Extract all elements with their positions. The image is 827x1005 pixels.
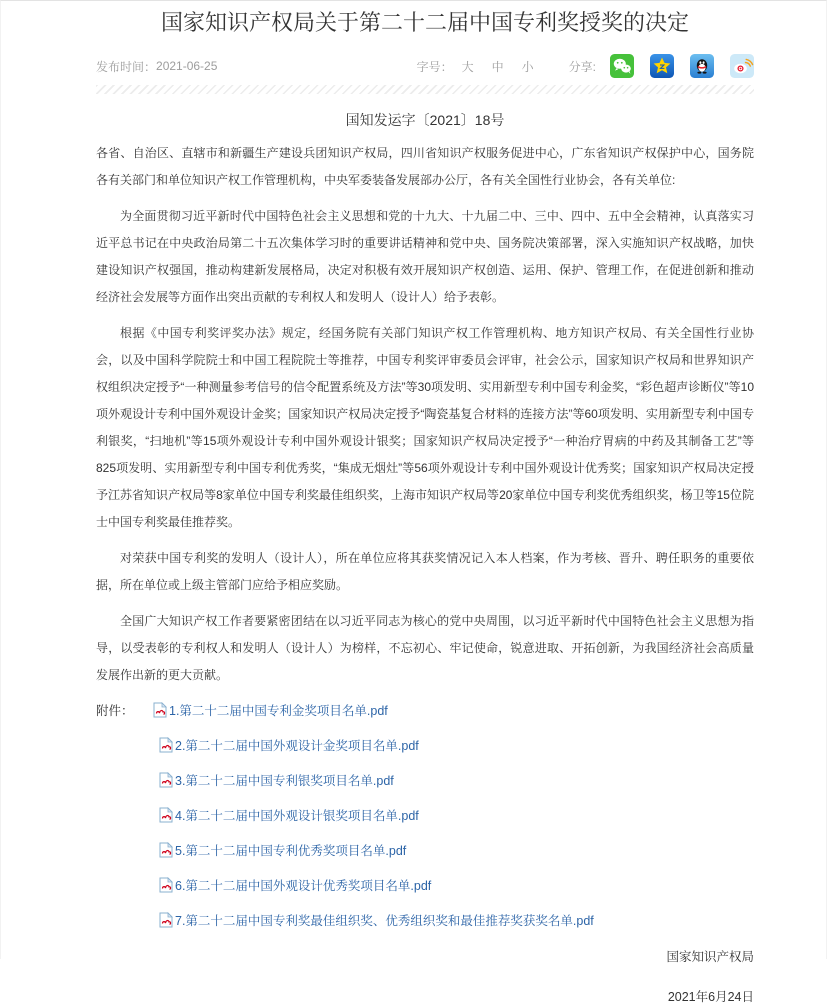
pdf-file-icon [159, 772, 173, 788]
paragraph: 根据《中国专利奖评奖办法》规定，经国务院有关部门知识产权工作管理机构、地方知识产权局、有关全国性行业协会，以及中国科学院院士和中国工程院院士等推荐，中国专利奖评审委员会评审，社会公示，国家知识产权局和世界知识产权组织决定授予“一种测量参考信号的信令配置系统及方法”等30项发明、实用新型专利中国专利金奖，“彩色超声诊断仪”等10项外观设计专利中国外观设计金奖；国家知识产权局决定授予“陶瓷基复合材料的连接方法”等60项发明、实用新型专利中国专利银奖，“扫地机”等15项外观设计专利中国外观设计银奖；国家知识产权局决定授予“一种治疗胃病的中药及其制备工艺”等825项发明、实用新型专利中国专利优秀奖，“集成无烟灶”等56项外观设计专利中国外观设计优秀奖；国家知识产权局决定授予江苏省知识产权局等8家单位中国专利奖最佳组织奖，上海市知识产权局等20家单位中国专利奖优秀组织奖，杨卫等15位院士中国专利奖最佳推荐奖。 [96, 326, 754, 529]
attachments-label: 附件： [96, 704, 134, 718]
meta-actions [417, 54, 754, 78]
striped-divider [96, 85, 754, 94]
paragraph: 为全面贯彻习近平新时代中国特色社会主义思想和党的十九大、十九届二中、三中、四中、五中全会精神，认真落实习近平总书记在中央政治局第二十五次集体学习时的重要讲话精神和党中央、国务院决策部署，深入实施知识产权战略，加快建设知识产权强国，推动构建新发展格局，决定对积极有效开展知识产权创造、运用、保护、管理工作，在促进创新和推动经济社会发展等方面作出突出贡献的专利权人和发明人（设计人）给予表彰。 [96, 209, 754, 304]
page-title: 国家知识产权局关于第二十二届中国专利奖授奖的决定 [160, 10, 689, 35]
paragraph: 对荣获中国专利奖的发明人（设计人），所在单位应将其获奖情况记入本人档案，作为考核、晋升、聘任职务的重要依据，所在单位或上级主管部门应给予相应奖励。 [96, 551, 754, 592]
publish-time-value: 2021-06-25 [156, 59, 218, 73]
pdf-file-icon [159, 807, 173, 823]
font-size-large-button[interactable]: 大 [461, 59, 474, 74]
attachment-row [96, 701, 754, 719]
pdf-file-icon [159, 912, 173, 928]
signature-block [96, 949, 754, 1005]
font-size-label: 字号： [416, 59, 453, 74]
attachment-link[interactable]: 5.第二十二届中国专利优秀奖项目名单.pdf [175, 844, 407, 858]
wechat-share-icon[interactable] [610, 54, 634, 78]
signature-date: 2021年6月24日 [667, 990, 754, 1004]
attachment-link[interactable]: 7.第二十二届中国专利奖最佳组织奖、优秀组织奖和最佳推荐奖获奖名单.pdf [175, 914, 594, 928]
meta-bar [96, 53, 754, 79]
attachment-link[interactable]: 1.第二十二届中国专利金奖项目名单.pdf [169, 704, 388, 718]
pdf-file-icon [153, 702, 167, 718]
font-size-small-button[interactable]: 小 [521, 59, 534, 74]
qq-share-icon[interactable] [690, 54, 714, 78]
weibo-share-icon[interactable] [730, 54, 754, 78]
document-body [96, 140, 754, 689]
pdf-file-icon [159, 842, 173, 858]
qzone-share-icon[interactable] [650, 54, 674, 78]
document-number: 国知发运字〔2021〕18号 [345, 112, 505, 128]
attachment-link[interactable]: 2.第二十二届中国外观设计金奖项目名单.pdf [175, 739, 419, 753]
attachment-row [96, 876, 754, 894]
share-label: 分享: [568, 59, 596, 74]
attachment-row [96, 841, 754, 859]
pdf-file-icon [159, 877, 173, 893]
attachment-row [96, 771, 754, 789]
pdf-file-icon [159, 737, 173, 753]
signature-issuer: 国家知识产权局 [666, 950, 754, 964]
attachment-row [96, 736, 754, 754]
attachment-link[interactable]: 4.第二十二届中国外观设计银奖项目名单.pdf [175, 809, 419, 823]
paragraph-salutation: 各省、自治区、直辖市和新疆生产建设兵团知识产权局，四川省知识产权服务促进中心，广东省知识产权保护中心，国务院各有关部门和单位知识产权工作管理机构，中央军委装备发展部办公厅，各有关全国性行业协会，各有关单位: [96, 146, 754, 187]
font-size-medium-button[interactable]: 中 [491, 59, 504, 74]
attachment-row [96, 911, 754, 929]
attachment-link[interactable]: 3.第二十二届中国专利银奖项目名单.pdf [175, 774, 394, 788]
attachment-link[interactable]: 6.第二十二届中国外观设计优秀奖项目名单.pdf [175, 879, 432, 893]
attachment-row [96, 806, 754, 824]
publish-time-label: 发布时间： [96, 59, 157, 74]
paragraph: 全国广大知识产权工作者要紧密团结在以习近平同志为核心的党中央周围，以习近平新时代中国特色社会主义思想为指导，以受表彰的专利权人和发明人（设计人）为榜样，不忘初心、牢记使命，锐意进取、开拓创新，为我国经济社会高质量发展作出新的更大贡献。 [96, 614, 754, 682]
publish-time [96, 58, 217, 75]
attachments-list [96, 701, 754, 929]
